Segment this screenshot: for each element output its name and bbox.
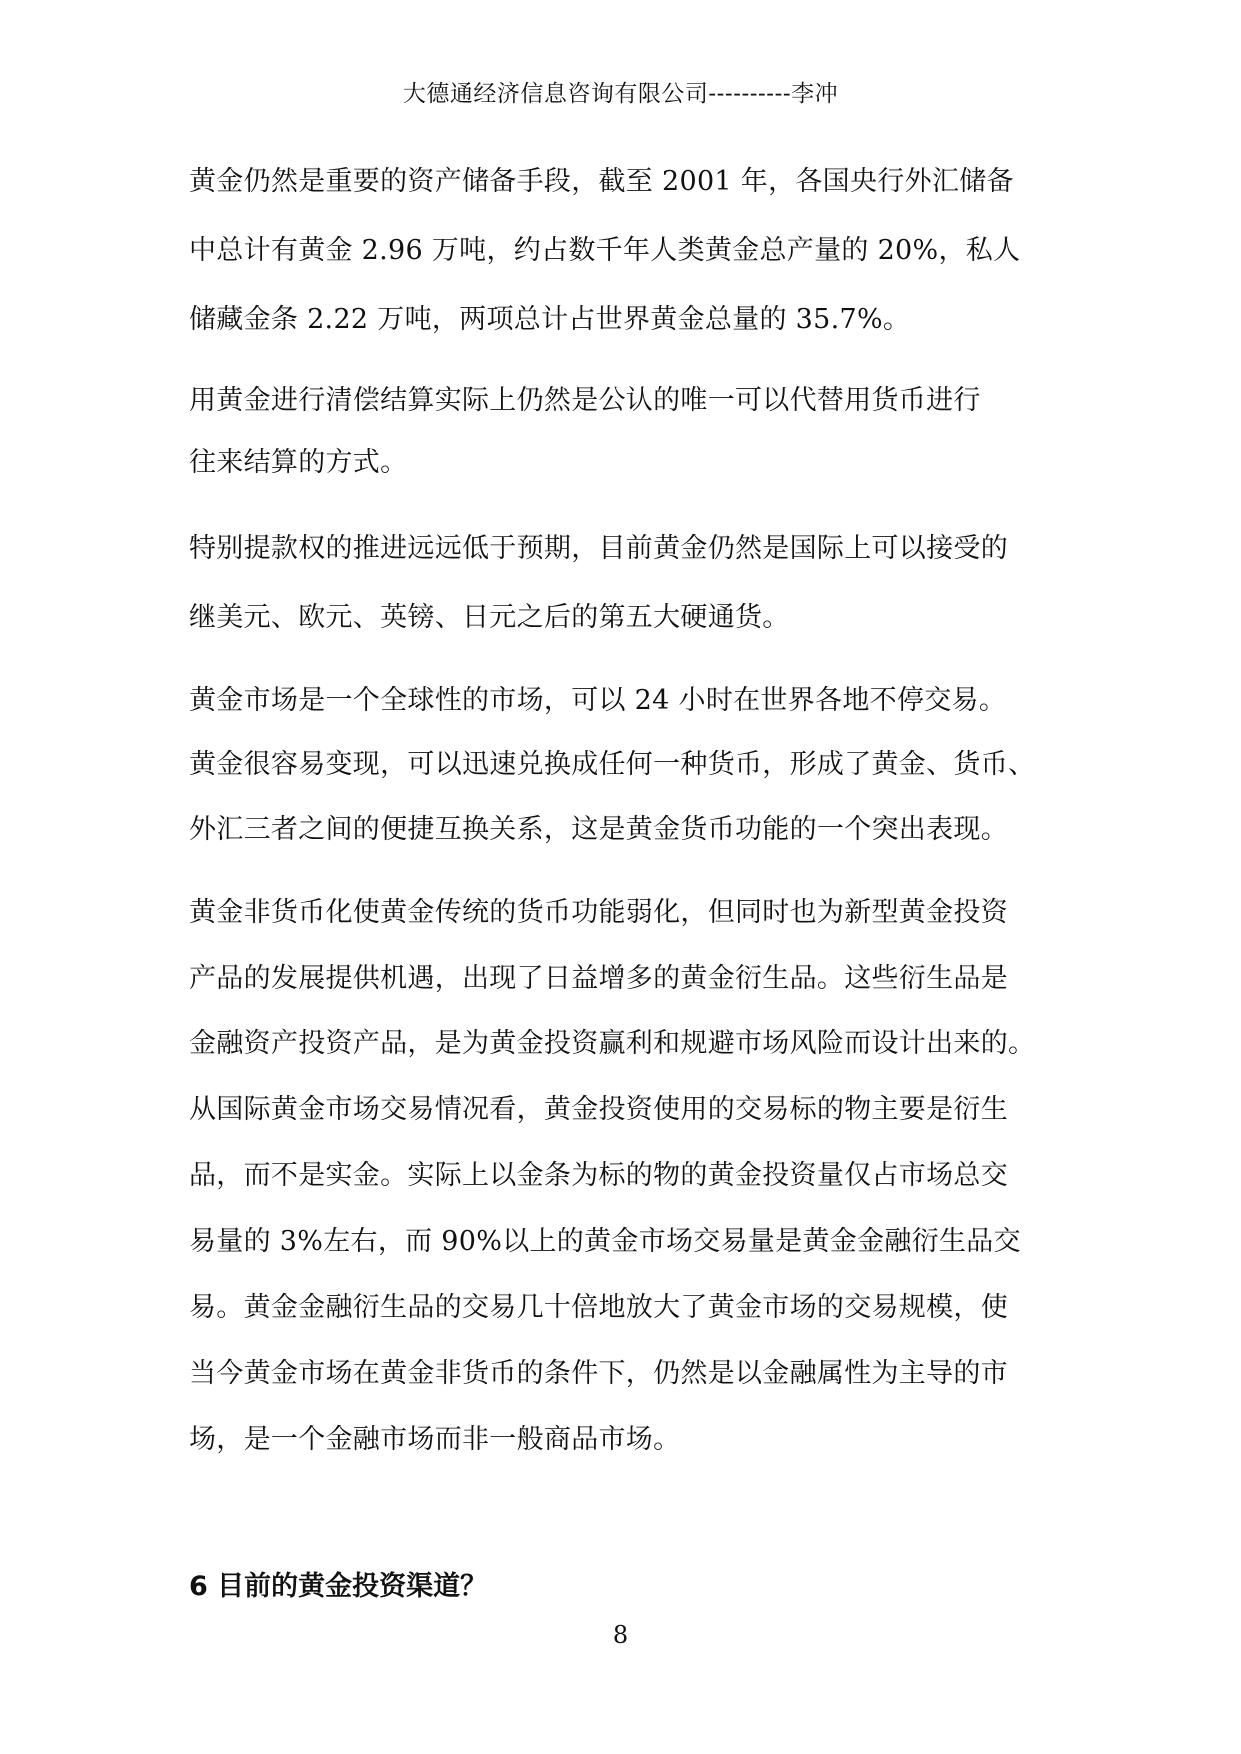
text-line: 外汇三者之间的便捷互换关系，这是黄金货币功能的一个突出表现。 — [189, 814, 1008, 845]
text-line: 易。黄金金融衍生品的交易几十倍地放大了黄金市场的交易规模，使 — [189, 1292, 1008, 1323]
text-line: 黄金非货币化使黄金传统的货币功能弱化，但同时也为新型黄金投资 — [189, 897, 1008, 928]
text-line: 往来结算的方式。 — [189, 447, 408, 478]
text-line: 黄金仍然是重要的资产储备手段，截至 2001 年，各国央行外汇储备 — [189, 166, 1014, 197]
text-line: 从国际黄金市场交易情况看，黄金投资使用的交易标的物主要是衍生 — [189, 1094, 1008, 1125]
page-header: 大德通经济信息咨询有限公司----------李冲 — [402, 81, 839, 107]
page-number: 8 — [612, 1621, 629, 1649]
text-line: 中总计有黄金 2.96 万吨，约占数千年人类黄金总产量的 20%，私人 — [189, 235, 1021, 266]
text-line: 当今黄金市场在黄金非货币的条件下，仍然是以金融属性为主导的市 — [189, 1358, 1008, 1389]
text-line: 易量的 3%左右，而 90%以上的黄金市场交易量是黄金金融衍生品交 — [189, 1226, 1021, 1257]
text-line: 继美元、欧元、英镑、日元之后的第五大硬通货。 — [189, 602, 790, 633]
text-line: 黄金很容易变现，可以迅速兑换成任何一种货币，形成了黄金、货币、 — [189, 749, 1036, 780]
section-heading: 6 目前的黄金投资渠道？ — [189, 1571, 488, 1602]
text-line: 产品的发展提供机遇，出现了日益增多的黄金衍生品。这些衍生品是 — [189, 963, 1008, 994]
text-line: 金融资产投资产品，是为黄金投资赢利和规避市场风险而设计出来的。 — [189, 1028, 1036, 1059]
text-line: 用黄金进行清偿结算实际上仍然是公认的唯一可以代替用货币进行 — [189, 385, 981, 416]
text-line: 特别提款权的推进远远低于预期，目前黄金仍然是国际上可以接受的 — [189, 533, 1008, 564]
text-line: 品，而不是实金。实际上以金条为标的物的黄金投资量仅占市场总交 — [189, 1160, 1008, 1191]
text-line: 场，是一个金融市场而非一般商品市场。 — [189, 1424, 681, 1455]
text-line: 储藏金条 2.22 万吨，两项总计占世界黄金总量的 35.7%。 — [189, 304, 911, 335]
text-line: 黄金市场是一个全球性的市场，可以 24 小时在世界各地不停交易。 — [189, 685, 1007, 716]
